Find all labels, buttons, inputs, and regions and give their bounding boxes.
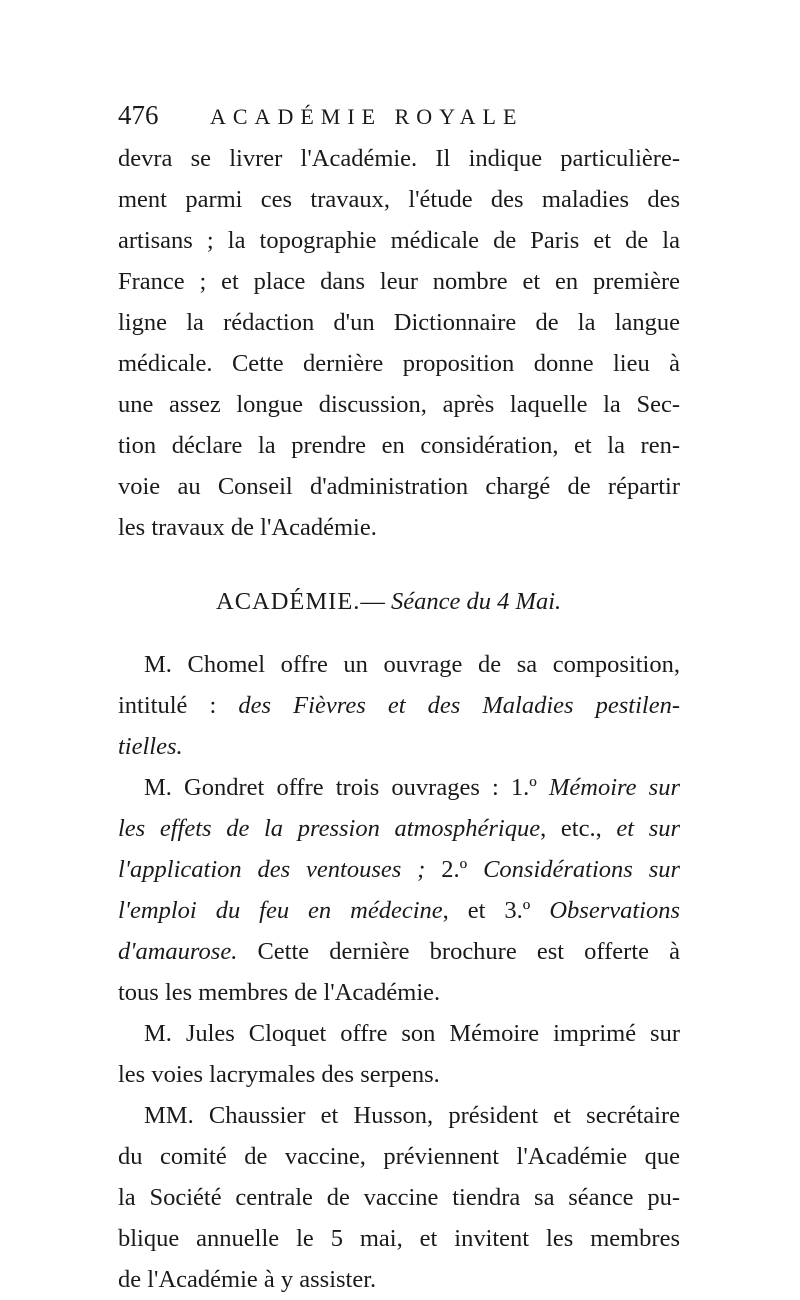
text-line: M. Chomel offre un ouvrage de sa composition, [144, 651, 680, 678]
book-page [118, 92, 680, 1300]
text-line: l'emploi du feu en médecine, et 3.º Observations [118, 897, 681, 924]
text-line: voie au Conseil d'administration chargé de répartir [118, 473, 680, 500]
text-line: ligne la rédaction d'un Dictionnaire de la langue [118, 309, 680, 336]
page-header [118, 92, 680, 138]
paragraph-gondret [118, 767, 680, 1013]
text-line: tielles. [118, 733, 183, 760]
paragraph-dictionary [118, 138, 680, 548]
text-line: les voies lacrymales des serpens. [118, 1061, 440, 1088]
paragraph-chomel [118, 644, 680, 767]
text-line: M. Jules Cloquet offre son Mémoire imprimé sur [144, 1020, 680, 1047]
text-line: médicale. Cette dernière proposition donne lieu à [118, 350, 680, 377]
text-line: tous les membres de l'Académie. [118, 979, 441, 1006]
text-line: du comité de vaccine, préviennent l'Académie que [118, 1143, 680, 1170]
text-line: les effets de la pression atmosphérique, etc., et sur [118, 815, 681, 842]
section-heading-dash: — [360, 588, 385, 615]
text-line: l'application des ventouses ; 2.º Considérations sur [118, 856, 681, 883]
section-heading-label: ACADÉMIE. [216, 588, 361, 615]
text-line: blique annuelle le 5 mai, et invitent les membres [118, 1225, 680, 1252]
text-line: artisans ; la topographie médicale de Paris et de la [118, 227, 680, 254]
text-line: devra se livrer l'Académie. Il indique particulière- [118, 145, 680, 172]
text-line: tion déclare la prendre en considération, et la ren- [118, 432, 680, 459]
text-line: d'amaurose. Cette dernière brochure est offerte à [118, 938, 680, 965]
page-number: 476 [118, 100, 159, 130]
text-line: les travaux de l'Académie. [118, 514, 377, 541]
paragraph-chaussier [118, 1095, 680, 1300]
running-head: ACADÉMIE ROYALE [210, 104, 524, 129]
text-line: ment parmi ces travaux, l'étude des maladies des [118, 186, 680, 213]
section-heading [118, 578, 680, 626]
text-line: MM. Chaussier et Husson, président et secrétaire [144, 1102, 680, 1129]
text-line: M. Gondret offre trois ouvrages : 1.º Mémoire sur [144, 774, 680, 801]
text-line: la Société centrale de vaccine tiendra sa séance pu- [118, 1184, 680, 1211]
text-line: de l'Académie à y assister. [118, 1266, 377, 1293]
text-line: une assez longue discussion, après laquelle la Sec- [118, 391, 680, 418]
text-line: intitulé : des Fièvres et des Maladies pestilen- [118, 692, 680, 719]
text-line: France ; et place dans leur nombre et en première [118, 268, 680, 295]
section-heading-date: Séance du 4 Mai. [391, 588, 562, 615]
paragraph-cloquet [118, 1013, 680, 1095]
